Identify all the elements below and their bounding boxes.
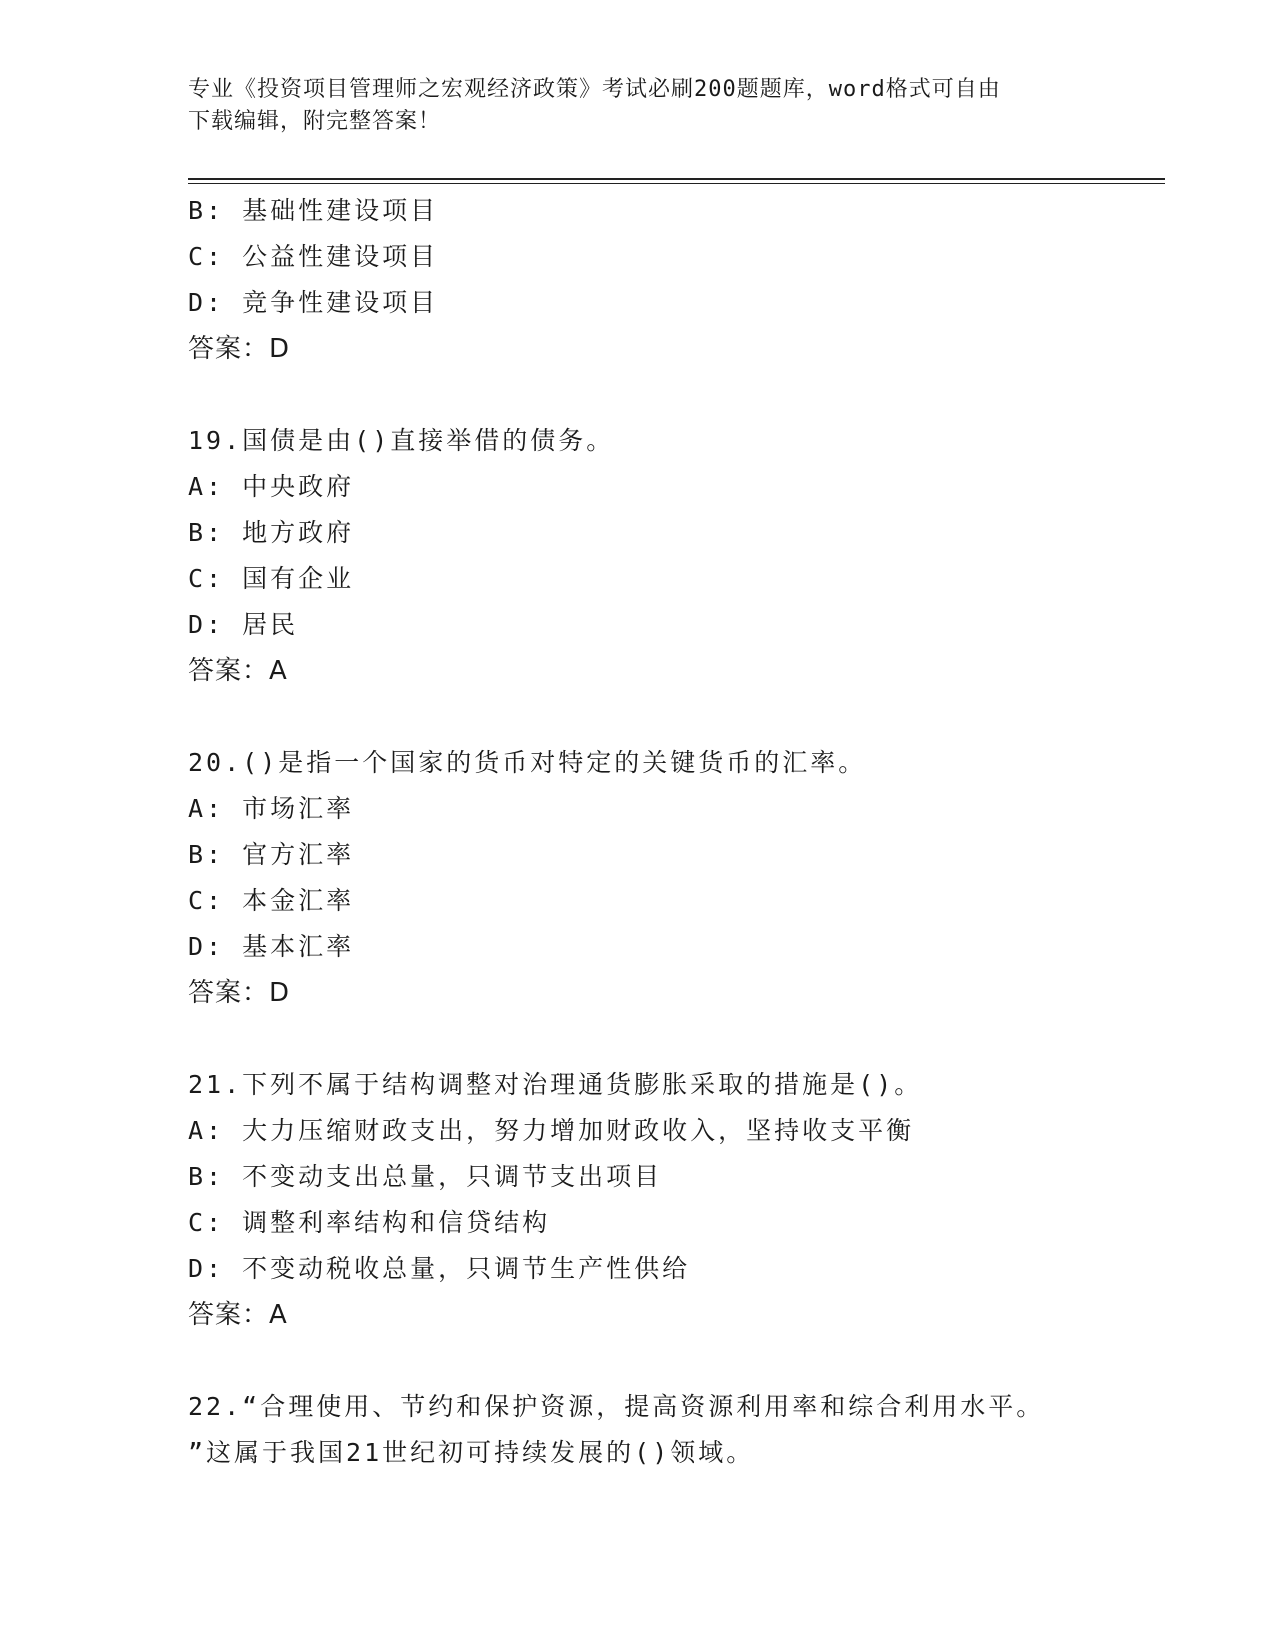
document-header	[188, 74, 1078, 138]
q21-option-c: C: 调整利率结构和信贷结构	[188, 1208, 551, 1237]
spacer	[188, 1338, 1088, 1384]
question-20-block	[188, 740, 1088, 1016]
q20-option-a: A: 市场汇率	[188, 794, 355, 823]
q21-option-d: D: 不变动税收总量，只调节生产性供给	[188, 1254, 691, 1283]
question-21-block	[188, 1062, 1088, 1338]
q20-answer: 答案：D	[188, 978, 291, 1008]
question-22-block	[188, 1384, 1088, 1476]
spacer	[188, 372, 1088, 418]
q19-option-c: C: 国有企业	[188, 564, 355, 593]
q20-option-b: B: 官方汇率	[188, 840, 355, 869]
q20-question: 20.()是指一个国家的货币对特定的关键货币的汇率。	[188, 748, 867, 777]
q19-answer: 答案：A	[188, 656, 288, 686]
q21-answer: 答案：A	[188, 1300, 288, 1330]
q18-answer: 答案：D	[188, 334, 291, 364]
header-divider-thin	[188, 183, 1165, 184]
spacer	[188, 1016, 1088, 1062]
question-list	[188, 188, 1088, 1476]
header-title-line1: 专业《投资项目管理师之宏观经济政策》考试必刷200题题库，word格式可自由	[188, 77, 1001, 102]
q21-option-b: B: 不变动支出总量，只调节支出项目	[188, 1162, 663, 1191]
header-divider-thick	[188, 178, 1165, 180]
q20-option-c: C: 本金汇率	[188, 886, 355, 915]
spacer	[188, 694, 1088, 740]
q19-option-d: D: 居民	[188, 610, 299, 639]
q22-question-line1: 22.“合理使用、节约和保护资源，提高资源利用率和综合利用水平。	[188, 1392, 1045, 1421]
q18-option-c: C: 公益性建设项目	[188, 242, 439, 271]
q19-option-a: A: 中央政府	[188, 472, 355, 501]
q22-question-line2: ”这属于我国21世纪初可持续发展的()领域。	[188, 1438, 755, 1467]
question-18-block	[188, 188, 1088, 372]
question-19-block	[188, 418, 1088, 694]
q18-option-b: B: 基础性建设项目	[188, 196, 439, 225]
q21-question: 21.下列不属于结构调整对治理通货膨胀采取的措施是()。	[188, 1070, 923, 1099]
header-title-line2: 下载编辑，附完整答案！	[188, 109, 442, 134]
q20-option-d: D: 基本汇率	[188, 932, 355, 961]
q18-option-d: D: 竞争性建设项目	[188, 288, 439, 317]
q21-option-a: A: 大力压缩财政支出，努力增加财政收入，坚持收支平衡	[188, 1116, 915, 1145]
q19-question: 19.国债是由()直接举借的债务。	[188, 426, 615, 455]
q19-option-b: B: 地方政府	[188, 518, 355, 547]
